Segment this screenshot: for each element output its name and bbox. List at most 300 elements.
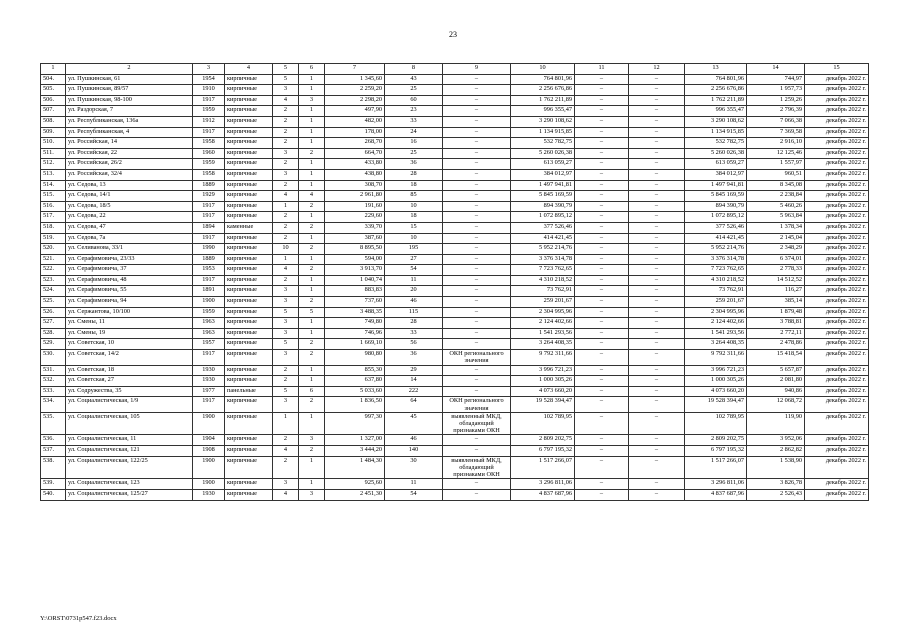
- table-cell: декабрь 2022 г.: [805, 456, 869, 479]
- table-cell: декабрь 2022 г.: [805, 201, 869, 212]
- table-cell: ул. Седова, 13: [66, 180, 193, 191]
- table-cell: декабрь 2022 г.: [805, 328, 869, 339]
- table-cell: –: [443, 244, 511, 255]
- table-cell: 2 259,20: [325, 85, 385, 96]
- table-cell: 1910: [193, 85, 225, 96]
- table-cell: –: [629, 74, 685, 85]
- table-cell: 2 809 202,75: [685, 435, 747, 446]
- table-cell: 377 526,46: [685, 222, 747, 233]
- table-cell: 1: [299, 233, 325, 244]
- table-cell: декабрь 2022 г.: [805, 307, 869, 318]
- table-cell: декабрь 2022 г.: [805, 222, 869, 233]
- table-cell: кирпичные: [225, 127, 273, 138]
- table-cell: 102 789,95: [685, 412, 747, 435]
- table-cell: 5 657,87: [747, 365, 805, 376]
- table-cell: 2: [273, 138, 299, 149]
- table-cell: ул. Серафимовича, 55: [66, 286, 193, 297]
- table-cell: 5 460,26: [747, 201, 805, 212]
- column-header: 8: [385, 64, 443, 75]
- table-cell: 516.: [41, 201, 66, 212]
- table-cell: 508.: [41, 116, 66, 127]
- table-cell: –: [575, 446, 629, 457]
- table-cell: 45: [385, 412, 443, 435]
- table-cell: декабрь 2022 г.: [805, 386, 869, 397]
- table-cell: 414 421,45: [685, 233, 747, 244]
- table-cell: 4: [273, 191, 299, 202]
- table-cell: декабрь 2022 г.: [805, 376, 869, 387]
- table-cell: –: [443, 286, 511, 297]
- table-cell: 115: [385, 307, 443, 318]
- table-cell: –: [629, 376, 685, 387]
- table-cell: 2 478,86: [747, 339, 805, 350]
- table-cell: кирпичные: [225, 106, 273, 117]
- table-cell: 5 033,60: [325, 386, 385, 397]
- table-row: [41, 95, 869, 106]
- table-cell: 56: [385, 339, 443, 350]
- table-cell: 505.: [41, 85, 66, 96]
- table-cell: декабрь 2022 г.: [805, 365, 869, 376]
- table-cell: 3: [273, 169, 299, 180]
- table-cell: 7 369,58: [747, 127, 805, 138]
- table-cell: 3: [299, 435, 325, 446]
- table-cell: 4: [273, 446, 299, 457]
- table-cell: 54: [385, 489, 443, 500]
- table-cell: 28: [385, 318, 443, 329]
- table-cell: 24: [385, 127, 443, 138]
- table-cell: 1957: [193, 339, 225, 350]
- table-cell: 746,96: [325, 328, 385, 339]
- table-cell: 1953: [193, 265, 225, 276]
- table-cell: 1917: [193, 201, 225, 212]
- table-row: [41, 180, 869, 191]
- table-cell: –: [629, 254, 685, 265]
- table-cell: кирпичные: [225, 95, 273, 106]
- table-cell: 1917: [193, 212, 225, 223]
- table-cell: 1 040,74: [325, 275, 385, 286]
- table-cell: –: [575, 435, 629, 446]
- table-cell: декабрь 2022 г.: [805, 212, 869, 223]
- table-cell: –: [443, 254, 511, 265]
- table-cell: 528.: [41, 328, 66, 339]
- table-cell: 36: [385, 159, 443, 170]
- table-cell: –: [629, 286, 685, 297]
- table-cell: ОКН регионального значения: [443, 397, 511, 412]
- table-row: [41, 446, 869, 457]
- column-header: 12: [629, 64, 685, 75]
- table-cell: 2 796,39: [747, 106, 805, 117]
- table-cell: 997,30: [325, 412, 385, 435]
- table-cell: 3: [273, 318, 299, 329]
- table-cell: 517.: [41, 212, 66, 223]
- table-cell: 1: [299, 116, 325, 127]
- table-cell: 9 792 311,66: [511, 350, 575, 365]
- table-cell: 4: [273, 95, 299, 106]
- table-cell: декабрь 2022 г.: [805, 106, 869, 117]
- table-cell: 2 238,84: [747, 191, 805, 202]
- table-cell: –: [443, 297, 511, 308]
- table-cell: –: [443, 435, 511, 446]
- table-cell: 613 059,27: [511, 159, 575, 170]
- table-cell: 4: [299, 191, 325, 202]
- table-cell: ул. Пушкинская, 89/57: [66, 85, 193, 96]
- table-cell: декабрь 2022 г.: [805, 446, 869, 457]
- table-cell: –: [443, 116, 511, 127]
- table-cell: 1954: [193, 74, 225, 85]
- table-cell: 1 497 941,81: [511, 180, 575, 191]
- table-cell: 1917: [193, 233, 225, 244]
- table-cell: 19 528 394,47: [511, 397, 575, 412]
- table-cell: 1 134 915,85: [511, 127, 575, 138]
- table-cell: 1889: [193, 254, 225, 265]
- table-cell: –: [443, 479, 511, 490]
- table-cell: 73 762,91: [511, 286, 575, 297]
- table-cell: декабрь 2022 г.: [805, 74, 869, 85]
- table-cell: 119,90: [747, 412, 805, 435]
- table-cell: декабрь 2022 г.: [805, 265, 869, 276]
- table-cell: 28: [385, 169, 443, 180]
- table-cell: 1900: [193, 297, 225, 308]
- table-cell: 482,00: [325, 116, 385, 127]
- table-row: [41, 212, 869, 223]
- table-row: [41, 339, 869, 350]
- table-cell: 3 296 811,06: [685, 479, 747, 490]
- table-cell: 2: [273, 365, 299, 376]
- table-cell: 19 528 394,47: [685, 397, 747, 412]
- table-cell: 3 376 314,78: [685, 254, 747, 265]
- table-cell: ул. Социалистическая, 11: [66, 435, 193, 446]
- table-row: [41, 479, 869, 490]
- table-cell: 8 895,50: [325, 244, 385, 255]
- table-cell: 2 298,20: [325, 95, 385, 106]
- table-cell: выявленный МКД, обладающий признаками ОКН: [443, 412, 511, 435]
- table-cell: 532 782,75: [511, 138, 575, 149]
- table-cell: 5: [273, 339, 299, 350]
- table-cell: 4 310 218,52: [511, 275, 575, 286]
- table-cell: 116,27: [747, 286, 805, 297]
- table-cell: 527.: [41, 318, 66, 329]
- table-cell: 1977: [193, 386, 225, 397]
- table-cell: 530.: [41, 350, 66, 365]
- table-cell: 529.: [41, 339, 66, 350]
- table-cell: кирпичные: [225, 489, 273, 500]
- table-cell: 2: [273, 159, 299, 170]
- table-cell: 2 256 676,86: [685, 85, 747, 96]
- table-cell: –: [629, 127, 685, 138]
- table-cell: 1917: [193, 95, 225, 106]
- table-row: [41, 106, 869, 117]
- table-cell: –: [443, 489, 511, 500]
- table-cell: 894 390,79: [511, 201, 575, 212]
- table-cell: –: [575, 286, 629, 297]
- table-header-row: [41, 64, 869, 75]
- table-cell: 414 421,45: [511, 233, 575, 244]
- table-cell: –: [629, 244, 685, 255]
- table-cell: 5 952 214,76: [511, 244, 575, 255]
- table-cell: 1 538,90: [747, 456, 805, 479]
- table-cell: 384 012,97: [685, 169, 747, 180]
- table-cell: 4: [273, 489, 299, 500]
- table-cell: –: [629, 222, 685, 233]
- table-cell: кирпичные: [225, 159, 273, 170]
- table-cell: –: [575, 222, 629, 233]
- table-cell: декабрь 2022 г.: [805, 297, 869, 308]
- table-cell: 2 304 995,96: [511, 307, 575, 318]
- table-cell: 36: [385, 350, 443, 365]
- table-cell: –: [575, 127, 629, 138]
- table-cell: ул. Социалистическая, 105: [66, 412, 193, 435]
- column-header: 13: [685, 64, 747, 75]
- table-cell: 1 836,50: [325, 397, 385, 412]
- table-cell: ул. Советская, 14/2: [66, 350, 193, 365]
- table-cell: –: [575, 307, 629, 318]
- table-cell: –: [629, 85, 685, 96]
- table-cell: 30: [385, 456, 443, 479]
- table-cell: кирпичные: [225, 318, 273, 329]
- table-cell: 764 801,96: [685, 74, 747, 85]
- table-cell: 1 957,73: [747, 85, 805, 96]
- table-cell: 10: [273, 244, 299, 255]
- table-cell: 5 260 026,38: [511, 148, 575, 159]
- table-cell: 1: [299, 286, 325, 297]
- table-cell: 5 963,84: [747, 212, 805, 223]
- table-cell: 524.: [41, 286, 66, 297]
- table-cell: 1: [299, 365, 325, 376]
- table-cell: ул. Социалистическая, 125/27: [66, 489, 193, 500]
- table-cell: кирпичные: [225, 254, 273, 265]
- table-cell: 4 837 687,96: [685, 489, 747, 500]
- table-cell: 996 355,47: [685, 106, 747, 117]
- table-cell: –: [629, 106, 685, 117]
- table-cell: –: [575, 191, 629, 202]
- table-cell: кирпичные: [225, 148, 273, 159]
- table-cell: ул. Российская, 14: [66, 138, 193, 149]
- table-cell: 2 081,80: [747, 376, 805, 387]
- table-cell: 259 201,67: [511, 297, 575, 308]
- table-row: [41, 275, 869, 286]
- table-cell: –: [629, 148, 685, 159]
- table-cell: ул. Пушкинская, 98-100: [66, 95, 193, 106]
- table-cell: 1: [299, 479, 325, 490]
- table-cell: ул. Пушкинская, 61: [66, 74, 193, 85]
- table-cell: 5 845 169,59: [685, 191, 747, 202]
- table-cell: 744,97: [747, 74, 805, 85]
- table-cell: 73 762,91: [685, 286, 747, 297]
- table-cell: 2 809 202,75: [511, 435, 575, 446]
- table-row: [41, 159, 869, 170]
- table-cell: ул. Седова, 47: [66, 222, 193, 233]
- table-cell: –: [575, 318, 629, 329]
- table-cell: –: [629, 328, 685, 339]
- table-cell: –: [443, 127, 511, 138]
- table-cell: декабрь 2022 г.: [805, 479, 869, 490]
- table-cell: 925,60: [325, 479, 385, 490]
- table-cell: 1930: [193, 489, 225, 500]
- table-cell: 18: [385, 180, 443, 191]
- table-row: [41, 286, 869, 297]
- table-cell: 2 778,33: [747, 265, 805, 276]
- table-cell: 3: [273, 479, 299, 490]
- table-row: [41, 265, 869, 276]
- table-cell: 1917: [193, 350, 225, 365]
- table-cell: 523.: [41, 275, 66, 286]
- table-cell: 521.: [41, 254, 66, 265]
- table-cell: 1: [273, 201, 299, 212]
- table-cell: ОКН регионального значения: [443, 350, 511, 365]
- table-cell: декабрь 2022 г.: [805, 85, 869, 96]
- table-cell: декабрь 2022 г.: [805, 180, 869, 191]
- table-cell: 1: [299, 138, 325, 149]
- table-cell: 10: [385, 233, 443, 244]
- table-cell: 33: [385, 328, 443, 339]
- table-cell: 4 073 660,20: [685, 386, 747, 397]
- table-cell: –: [443, 148, 511, 159]
- table-cell: –: [575, 85, 629, 96]
- table-row: [41, 116, 869, 127]
- table-cell: 536.: [41, 435, 66, 446]
- table-cell: ул. Смены, 19: [66, 328, 193, 339]
- table-cell: 2: [273, 222, 299, 233]
- table-cell: –: [629, 95, 685, 106]
- table-row: [41, 489, 869, 500]
- table-cell: 6 374,01: [747, 254, 805, 265]
- table-cell: –: [443, 233, 511, 244]
- table-cell: 532 782,75: [685, 138, 747, 149]
- column-header: 1: [41, 64, 66, 75]
- table-row: [41, 365, 869, 376]
- table-cell: 3 913,70: [325, 265, 385, 276]
- table-cell: декабрь 2022 г.: [805, 116, 869, 127]
- table-cell: ул. Советская, 27: [66, 376, 193, 387]
- table-cell: 518.: [41, 222, 66, 233]
- table-cell: ул. Серафимовича, 48: [66, 275, 193, 286]
- table-cell: 1908: [193, 446, 225, 457]
- table-cell: ул. Республиканская, 136а: [66, 116, 193, 127]
- table-cell: –: [629, 138, 685, 149]
- table-cell: ул. Седова, 7а: [66, 233, 193, 244]
- table-cell: кирпичные: [225, 435, 273, 446]
- table-cell: 2 451,30: [325, 489, 385, 500]
- table-cell: 3 996 721,23: [511, 365, 575, 376]
- table-cell: –: [629, 212, 685, 223]
- column-header: 2: [66, 64, 193, 75]
- table-cell: 1: [299, 85, 325, 96]
- table-cell: кирпичные: [225, 116, 273, 127]
- table-cell: 2: [299, 265, 325, 276]
- table-cell: 12 068,72: [747, 397, 805, 412]
- table-cell: 6 797 195,32: [511, 446, 575, 457]
- table-cell: –: [629, 386, 685, 397]
- table-cell: –: [629, 191, 685, 202]
- table-cell: 1963: [193, 328, 225, 339]
- table-cell: 3: [299, 489, 325, 500]
- table-cell: –: [629, 180, 685, 191]
- table-cell: –: [629, 169, 685, 180]
- table-cell: 1 541 293,56: [685, 328, 747, 339]
- table-cell: –: [575, 212, 629, 223]
- table-cell: 12 125,46: [747, 148, 805, 159]
- table-row: [41, 297, 869, 308]
- table-cell: 3 290 108,62: [511, 116, 575, 127]
- table-cell: декабрь 2022 г.: [805, 339, 869, 350]
- table-cell: ул. Социалистическая, 123: [66, 479, 193, 490]
- table-cell: 1 517 266,07: [685, 456, 747, 479]
- table-cell: –: [575, 376, 629, 387]
- table-cell: 1917: [193, 127, 225, 138]
- table-cell: –: [443, 85, 511, 96]
- table-cell: декабрь 2022 г.: [805, 244, 869, 255]
- table-cell: 535.: [41, 412, 66, 435]
- table-cell: кирпичные: [225, 297, 273, 308]
- table-cell: 14 512,52: [747, 275, 805, 286]
- table-cell: 1 072 895,12: [685, 212, 747, 223]
- table-cell: –: [575, 297, 629, 308]
- table-cell: 2: [273, 456, 299, 479]
- table-cell: 512.: [41, 159, 66, 170]
- table-cell: 1959: [193, 159, 225, 170]
- table-cell: –: [575, 244, 629, 255]
- table-row: [41, 376, 869, 387]
- table-cell: ул. Серафимовича, 94: [66, 297, 193, 308]
- table-cell: –: [575, 254, 629, 265]
- table-cell: –: [575, 233, 629, 244]
- table-row: [41, 397, 869, 412]
- table-cell: ул. Социалистическая, 121: [66, 446, 193, 457]
- table-cell: 268,70: [325, 138, 385, 149]
- table-cell: декабрь 2022 г.: [805, 286, 869, 297]
- table-cell: –: [575, 489, 629, 500]
- table-cell: –: [575, 159, 629, 170]
- table-cell: –: [443, 446, 511, 457]
- table-cell: –: [575, 275, 629, 286]
- table-cell: кирпичные: [225, 85, 273, 96]
- table-row: [41, 138, 869, 149]
- table-cell: 2: [273, 127, 299, 138]
- table-cell: декабрь 2022 г.: [805, 435, 869, 446]
- table-cell: 960,51: [747, 169, 805, 180]
- table-cell: 4 073 660,20: [511, 386, 575, 397]
- table-cell: –: [629, 456, 685, 479]
- table-cell: 1959: [193, 307, 225, 318]
- table-cell: 764 801,96: [511, 74, 575, 85]
- table-cell: –: [575, 365, 629, 376]
- table-cell: 2 772,11: [747, 328, 805, 339]
- table-cell: 222: [385, 386, 443, 397]
- table-cell: ул. Седова, 18/5: [66, 201, 193, 212]
- table-cell: ул. Социалистическая, 1/9: [66, 397, 193, 412]
- table-cell: 1900: [193, 456, 225, 479]
- table-cell: 1: [299, 212, 325, 223]
- table-cell: 509.: [41, 127, 66, 138]
- table-cell: 385,14: [747, 297, 805, 308]
- table-cell: 2 256 676,86: [511, 85, 575, 96]
- table-cell: 27: [385, 254, 443, 265]
- table-cell: 6: [299, 386, 325, 397]
- table-row: [41, 169, 869, 180]
- table-cell: 594,00: [325, 254, 385, 265]
- table-row: [41, 233, 869, 244]
- table-cell: 540.: [41, 489, 66, 500]
- table-cell: ул. Седова, 14/1: [66, 191, 193, 202]
- table-cell: 438,80: [325, 169, 385, 180]
- table-cell: 2: [273, 180, 299, 191]
- table-cell: 1 484,30: [325, 456, 385, 479]
- table-cell: 1960: [193, 148, 225, 159]
- table-cell: 637,80: [325, 376, 385, 387]
- table-cell: ул. Российская, 32/4: [66, 169, 193, 180]
- table-cell: ул. Серафимовича, 37: [66, 265, 193, 276]
- table-cell: 525.: [41, 297, 66, 308]
- table-cell: 1889: [193, 180, 225, 191]
